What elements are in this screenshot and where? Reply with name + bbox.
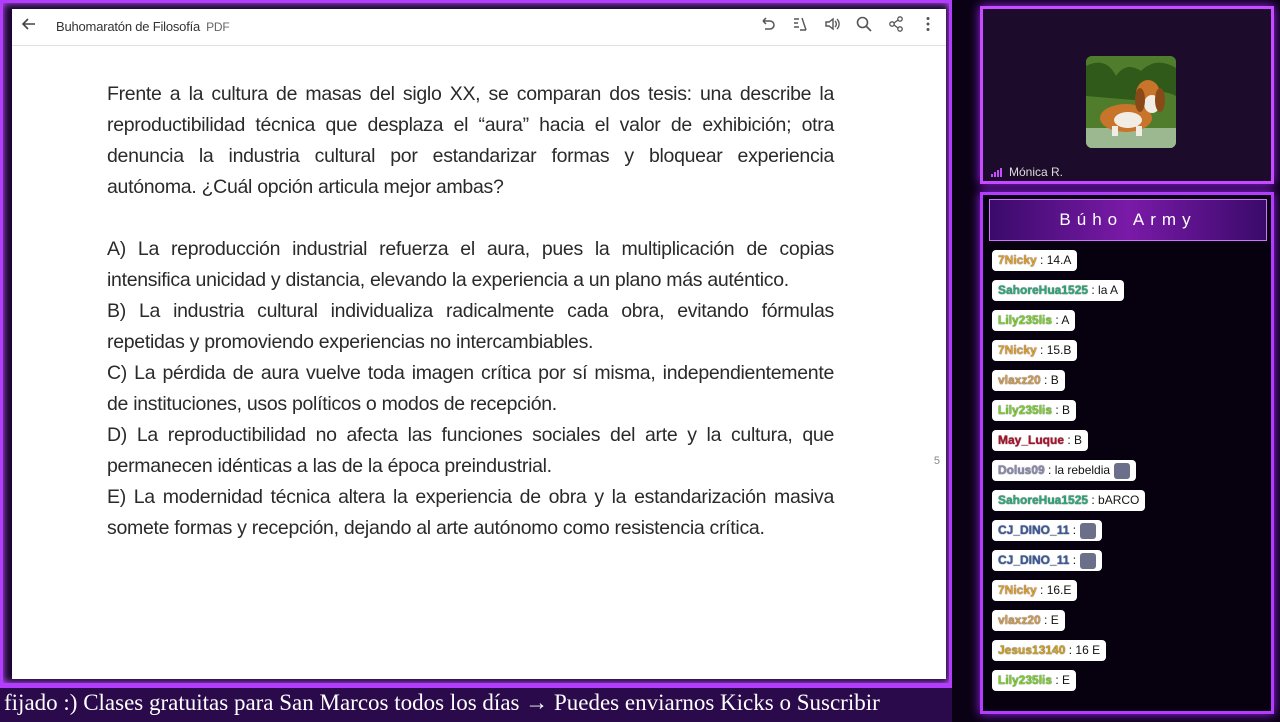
chat-message (992, 310, 1075, 331)
chat-message (992, 430, 1088, 451)
chat-message-text: : bARCO (1088, 493, 1140, 507)
pdf-page-area[interactable] (12, 9, 946, 679)
chat-username[interactable]: SahoreHua1525 (998, 283, 1089, 297)
chat-header (989, 199, 1267, 241)
chat-username[interactable]: Lily235lis (998, 673, 1053, 687)
camera-panel (980, 6, 1274, 184)
undo-icon[interactable] (756, 15, 780, 37)
chat-message-text: : B (1040, 373, 1059, 387)
stream-sidebar (952, 0, 1280, 720)
option-e: E) La modernidad técnica altera la experiencia de obra y la estandarización masiva somete formas y recepción, dejando al arte autónomo como resistencia crítica. (107, 486, 834, 539)
option-b: B) La industria cultural individualiza radicalmente cada obra, evitando fórmulas repetidas y promoviendo experiencias no intercambiables. (107, 300, 834, 353)
chat-message (992, 580, 1077, 601)
chat-username[interactable]: SahoreHua1525 (998, 493, 1089, 507)
chat-username[interactable]: Dolus09 (998, 463, 1045, 477)
signal-icon (991, 168, 1003, 177)
chat-message-text: : (1069, 553, 1077, 567)
chat-message-text: : B (1052, 403, 1071, 417)
chat-message (992, 550, 1102, 571)
chat-message (992, 670, 1076, 691)
chat-username[interactable]: May_Luque (998, 433, 1065, 447)
chat-username[interactable]: vlaxz20 (998, 613, 1041, 627)
chat-message (992, 640, 1106, 661)
chat-message-text: : 14.A (1036, 253, 1072, 267)
chat-message-text: : 15.B (1036, 343, 1072, 357)
chat-message (992, 520, 1102, 541)
option-c: C) La pérdida de aura vuelve toda imagen crítica por sí misma, independientemente de instituciones, usos políticos o modos de recepción. (107, 362, 834, 415)
chat-username[interactable]: 7Nicky (998, 253, 1037, 267)
option-a: A) La reproducción industrial refuerza el aura, pues la multiplicación de copias intensifica unicidad y distancia, elevando la experiencia a un plano más auténtico. (107, 238, 834, 291)
chat-message (992, 490, 1145, 511)
chat-username[interactable]: 7Nicky (998, 343, 1037, 357)
ticker-bar (0, 686, 952, 722)
participant-name (991, 165, 1063, 179)
chat-message-text: : 16.E (1036, 583, 1072, 597)
chat-message (992, 250, 1077, 271)
document-text (107, 79, 834, 544)
speaker-icon[interactable] (820, 15, 844, 37)
chat-message (992, 340, 1077, 361)
chat-message (992, 610, 1065, 631)
question-text: Frente a la cultura de masas del siglo XX, se comparan dos tesis: una describe la reproductibilidad técnica que desplaza el “aura” hacia el valor de exhibición; otra denuncia la industria cultural por estandarizar formas y bloquear experiencia autónoma. ¿Cuál opción articula mejor ambas? (107, 83, 834, 198)
share-icon[interactable] (884, 15, 908, 37)
chat-username[interactable]: CJ_DINO_11 (998, 553, 1070, 567)
chat-message (992, 280, 1124, 301)
arrow-left-icon[interactable] (18, 15, 40, 37)
viewer-toolbar (12, 9, 946, 46)
search-icon[interactable] (852, 15, 876, 37)
chat-message-text: : la A (1088, 283, 1119, 297)
more-icon[interactable] (916, 15, 940, 37)
chat-message-text: : B (1064, 433, 1083, 447)
document-title (56, 19, 229, 34)
option-d: D) La reproductibilidad no afecta las funciones sociales del arte y la cultura, que permanecen idénticas a las de la época preindustrial. (107, 424, 834, 477)
emote-icon (1080, 523, 1096, 539)
document-title-text: Buhomaratón de Filosofía (56, 19, 201, 34)
chat-message (992, 460, 1136, 481)
chat-panel (980, 192, 1274, 714)
chat-message-text: : E (1040, 613, 1059, 627)
chat-username[interactable]: vlaxz20 (998, 373, 1041, 387)
emote-icon (1114, 463, 1130, 479)
dog-avatar-image (1086, 56, 1176, 148)
chat-message-text: : la rebeldia (1044, 463, 1111, 477)
toolbar-icons (756, 15, 940, 37)
participant-name-text: Mónica R. (1009, 165, 1064, 179)
chat-username[interactable]: 7Nicky (998, 583, 1037, 597)
read-aloud-icon[interactable] (788, 15, 812, 37)
chat-username[interactable]: Jesus13140 (998, 643, 1066, 657)
chat-title: Búho Army (1059, 210, 1197, 229)
chat-message-text: : A (1052, 313, 1070, 327)
emote-icon (1080, 553, 1096, 569)
chat-username[interactable]: CJ_DINO_11 (998, 523, 1070, 537)
filetype-label: PDF (206, 20, 230, 34)
chat-message (992, 370, 1065, 391)
ticker-text: fijado :) Clases gratuitas para San Marcos todos los días → Puedes enviarnos Kicks o Suscribir (4, 690, 880, 715)
chat-message-text: : 16 E (1065, 643, 1101, 657)
chat-username[interactable]: Lily235lis (998, 313, 1053, 327)
chat-message (992, 400, 1076, 421)
chat-username[interactable]: Lily235lis (998, 403, 1053, 417)
page-number: 5 (933, 455, 940, 467)
chat-message-text: : E (1052, 673, 1071, 687)
chat-message-text: : (1069, 523, 1077, 537)
